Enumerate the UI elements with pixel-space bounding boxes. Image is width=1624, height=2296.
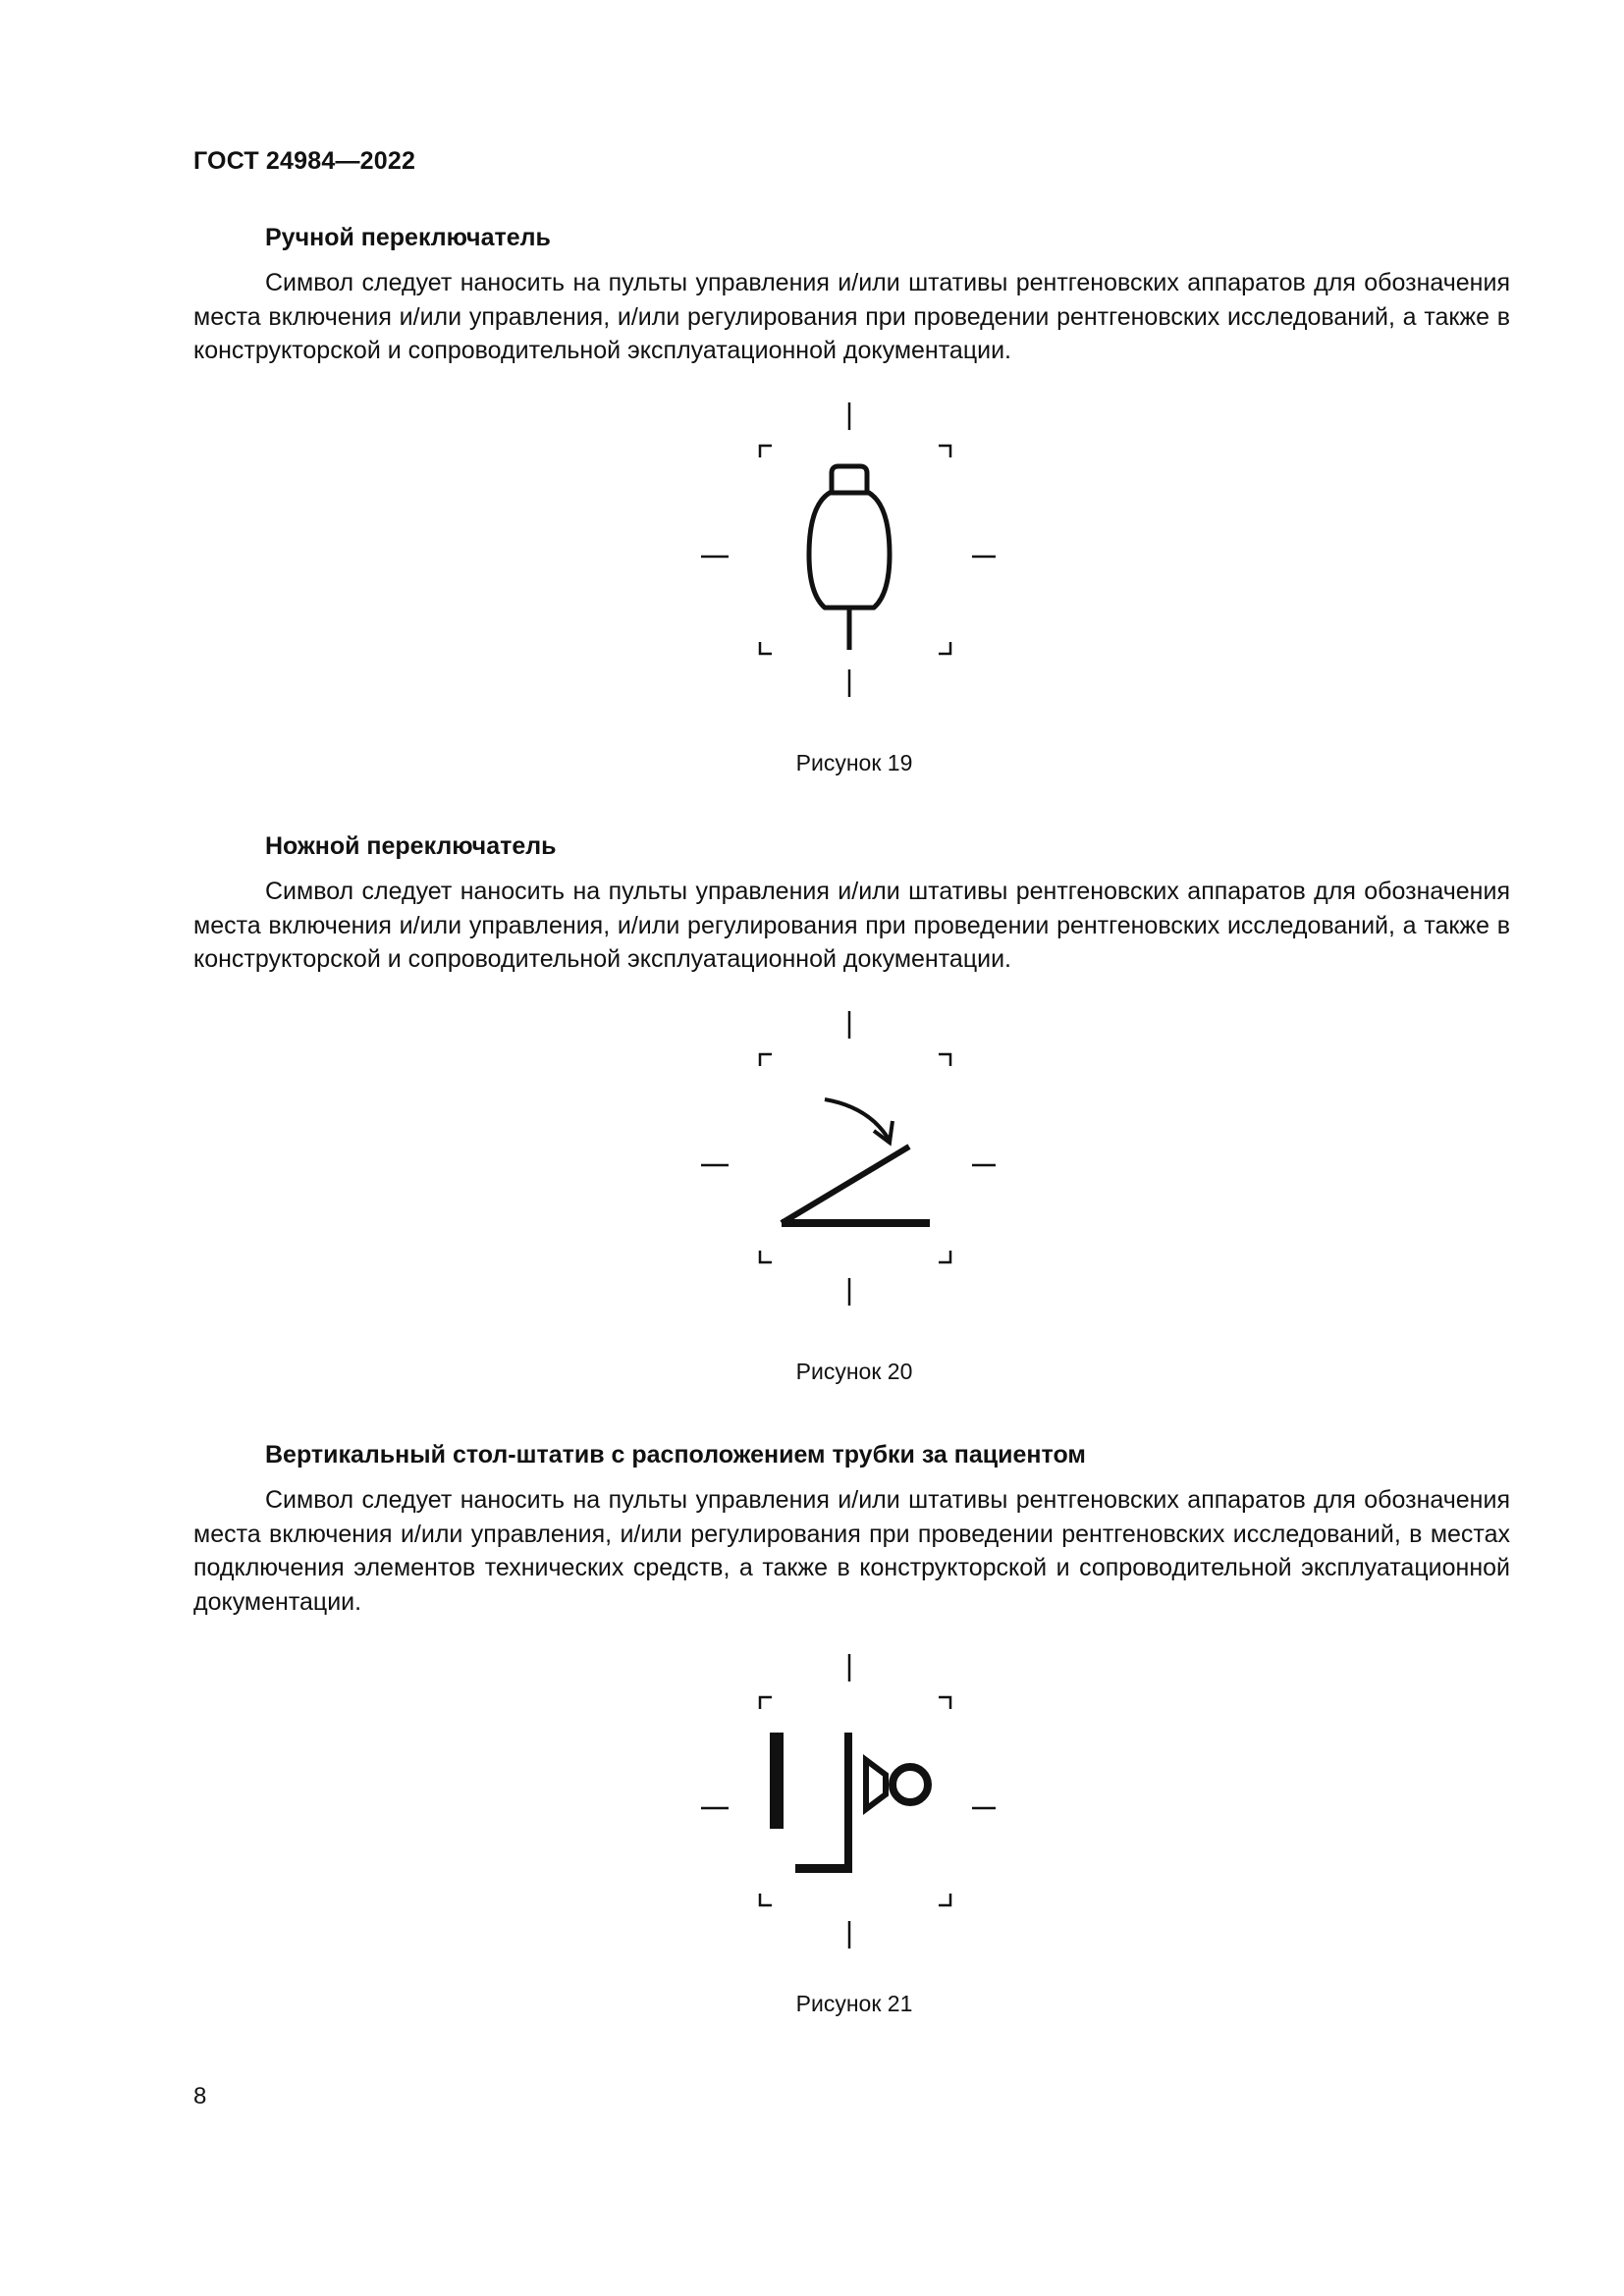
figure-foot-switch [701, 1011, 996, 1306]
figure-hand-switch [701, 402, 996, 697]
section-text: Символ следует наносить на пульты управления и/или штативы рентгеновских аппаратов для обозначения места включения и/или управления, и/или регулирования при проведении рентгеновских исследований, в местах подключения элементов технических средств, а также в конструкторской и сопроводительной эксплуатационной документации. [193, 1486, 1510, 1616]
section-hand-switch [193, 221, 1510, 368]
page-number: 8 [193, 2083, 207, 2109]
figure-frame [701, 1011, 996, 1306]
foot-switch-shape [782, 1099, 930, 1223]
section-vertical-stand [193, 1438, 1510, 1619]
section-heading: Ножной переключатель [265, 832, 557, 860]
section-heading: Вертикальный стол-штатив с расположением трубки за пациентом [265, 1441, 1086, 1468]
figure-vertical-stand [701, 1654, 996, 1949]
foot-switch-icon [701, 1011, 996, 1306]
section-foot-switch [193, 829, 1510, 977]
vertical-stand-tube-behind-patient-icon [701, 1654, 996, 1949]
figure-caption: Рисунок 21 [795, 1991, 913, 2016]
hand-switch-shape [809, 466, 890, 650]
section-heading: Ручной переключатель [265, 224, 551, 251]
vertical-stand-shape [770, 1733, 928, 1873]
section-text: Символ следует наносить на пульты управления и/или штативы рентгеновских аппаратов для обозначения места включения и/или управления, и/или регулирования при проведении рентгеновских исследований, а также в конструкторской и сопроводительной эксплуатационной документации. [193, 269, 1510, 364]
section-text: Символ следует наносить на пульты управления и/или штативы рентгеновских аппаратов для обозначения места включения и/или управления, и/или регулирования при проведении рентгеновских исследований, а также в конструкторской и сопроводительной эксплуатационной документации. [193, 878, 1510, 973]
page-header: ГОСТ 24984—2022 [193, 147, 416, 175]
figure-frame [701, 402, 996, 697]
figure-caption: Рисунок 19 [795, 750, 913, 775]
figure-caption: Рисунок 20 [795, 1359, 913, 1384]
hand-switch-icon [701, 402, 996, 697]
